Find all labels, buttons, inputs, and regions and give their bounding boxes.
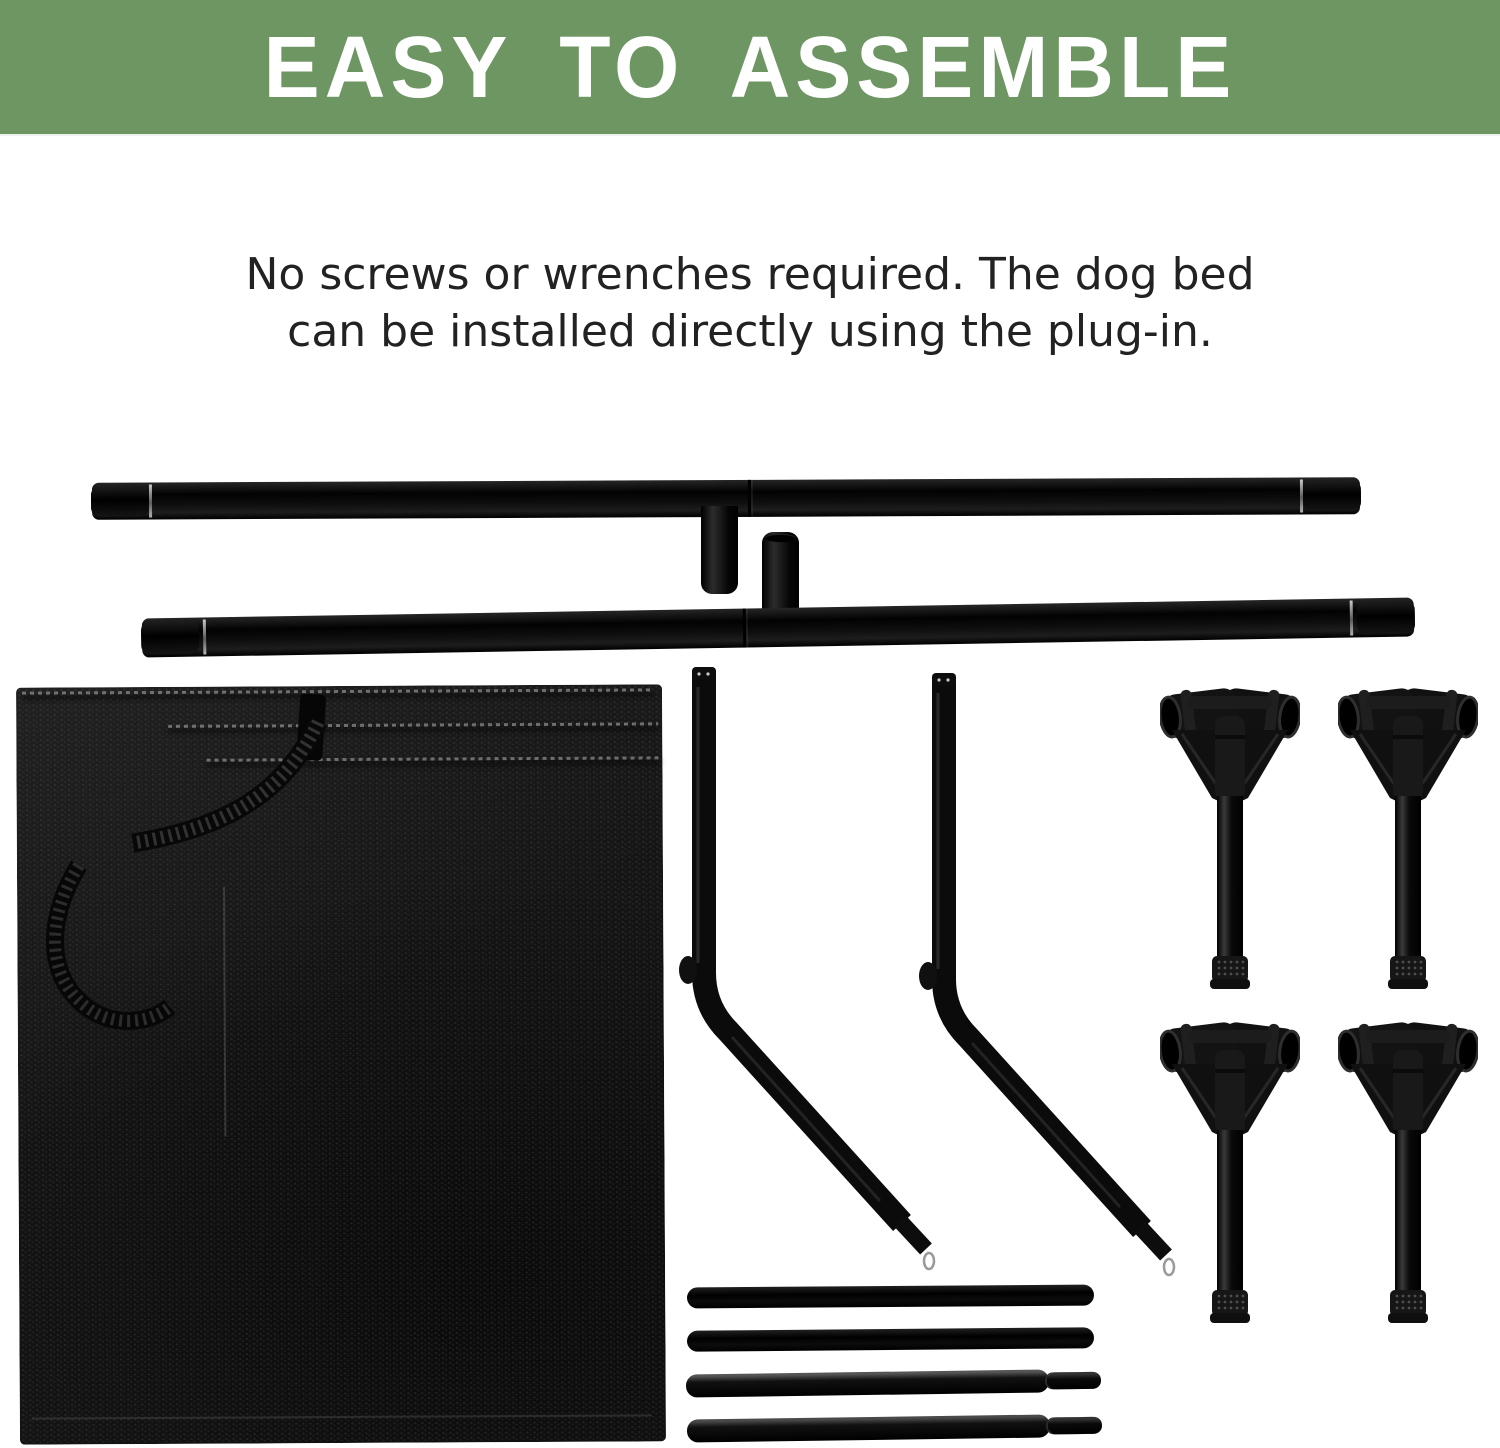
corner-leg-bottom-right — [1338, 1012, 1478, 1324]
crossbar-silver-ring — [1350, 600, 1354, 635]
pole-insert-tip — [1047, 1372, 1101, 1390]
short-pole-4 — [687, 1414, 1050, 1442]
corner-leg-top-left — [1160, 678, 1300, 990]
crossbar-end-cap — [1303, 480, 1361, 511]
corner-leg-bottom-left — [1160, 1012, 1300, 1324]
crossbar-joint-seam — [748, 480, 751, 517]
crossbar-end-cap — [141, 621, 200, 655]
short-pole-1 — [687, 1285, 1094, 1309]
header-banner — [0, 0, 1500, 136]
page-title: EASY TO ASSEMBLE — [263, 17, 1237, 116]
crossbar-end-cap — [1357, 600, 1416, 634]
crossbar-silver-ring — [149, 485, 152, 518]
fabric-strap-detail — [16, 684, 666, 1444]
description-text — [0, 246, 1500, 360]
bent-side-rails — [650, 655, 1210, 1305]
crossbar-joint-seam — [743, 609, 747, 648]
bent-side-rail-right — [919, 673, 1174, 1275]
crossbar-silver-ring — [1300, 479, 1303, 512]
folded-fabric-bed-cover — [16, 684, 666, 1444]
bent-side-rail-left — [679, 667, 934, 1269]
description-line-1: No screws or wrenches required. The dog bed — [245, 249, 1255, 300]
short-pole-2 — [687, 1327, 1094, 1352]
description-line-2: can be installed directly using the plug-in. — [287, 306, 1213, 357]
pole-insert-tip — [1048, 1417, 1102, 1435]
crossbar-end-cap — [91, 486, 149, 517]
short-pole-3 — [686, 1369, 1049, 1397]
corner-leg-top-right — [1338, 678, 1478, 990]
top-crossbar-connector-stub — [701, 506, 738, 594]
crossbar-silver-ring — [203, 619, 207, 654]
